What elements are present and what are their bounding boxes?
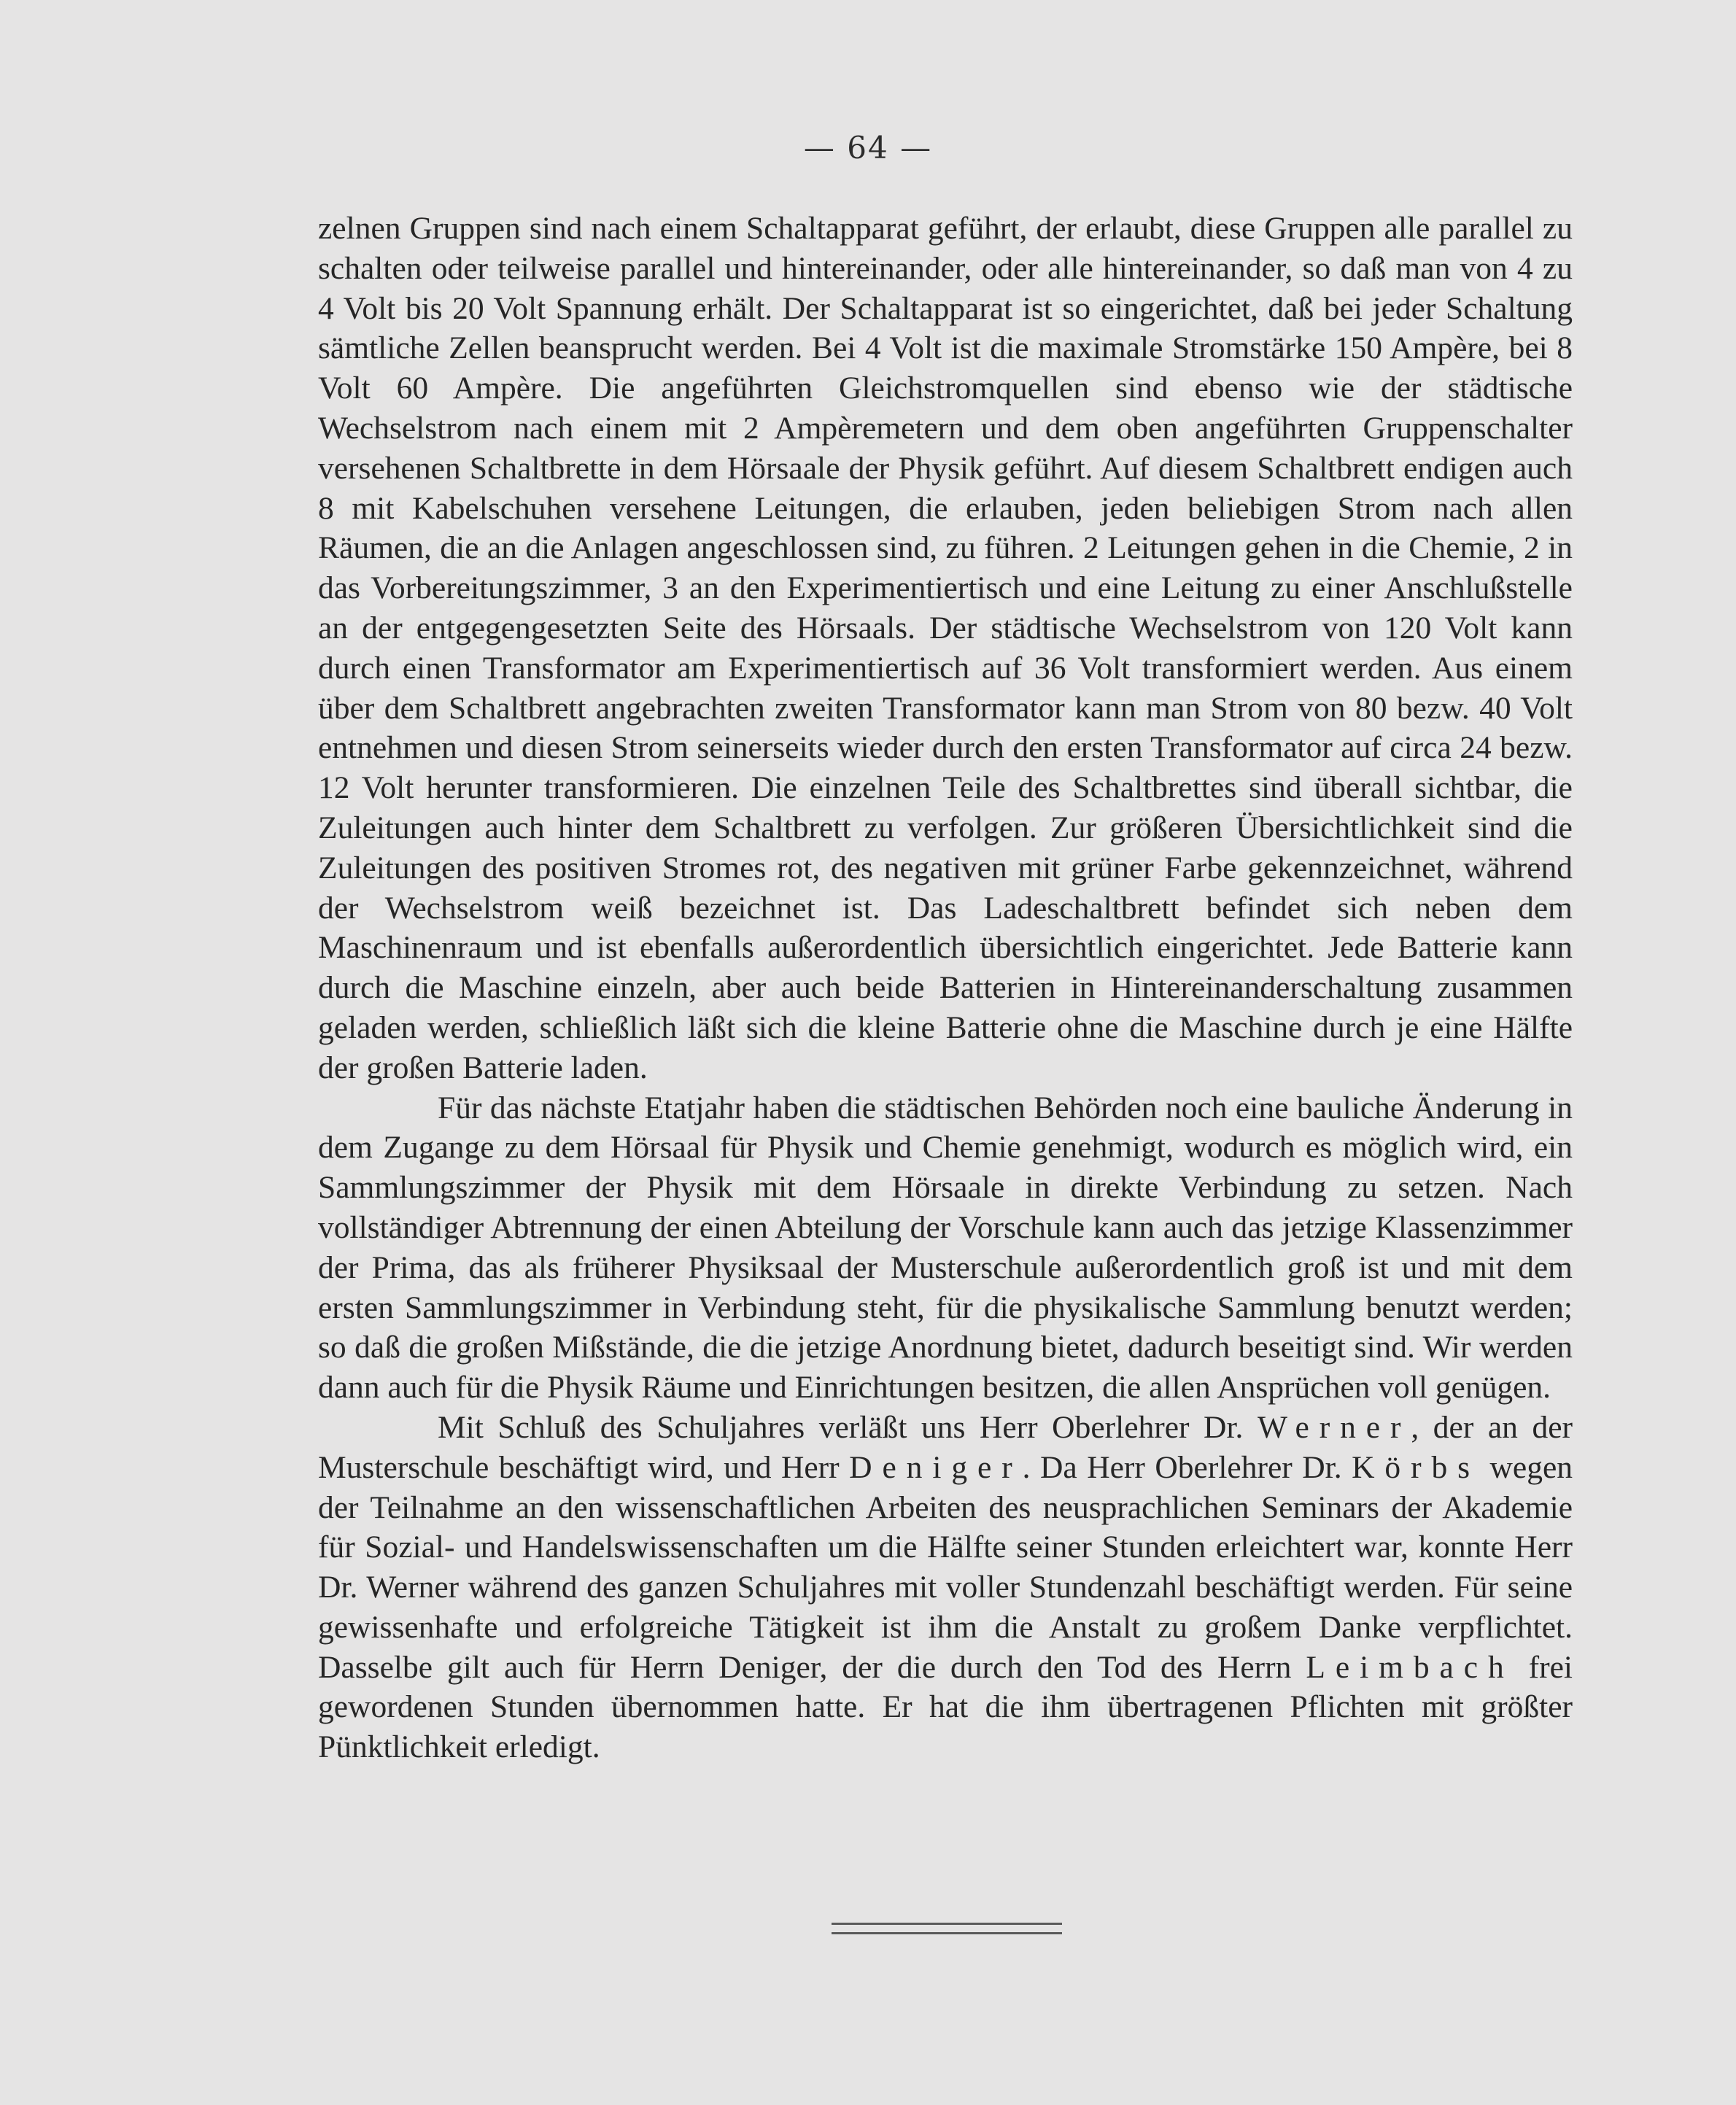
page-number: — 64 —	[803, 130, 933, 166]
text-segment: , der an der Musterschule beschäftigt wird, und Herr	[318, 1409, 1573, 1485]
text-segment: . Da Herr Oberlehrer Dr.	[1022, 1449, 1352, 1485]
name-koerbs: Körbs	[1352, 1449, 1481, 1485]
text-segment: wegen der Teilnahme an den wissenschaftlichen Arbeiten des neusprachlichen Seminars der Akademie für Sozial- und Handelswissenschaften um die Hälfte seiner Stunden erleichtert war, konnte Herr Dr. Werner während des ganzen Schuljahres mit voller Stundenzahl beschäftigt werden. Für seine gewissenhafte und erfolgreiche Tätigkeit ist ihm die Anstalt zu großem Danke verpflichtet. Dasselbe gilt auch für Herrn Deniger, der die durch den Tod des Herrn	[318, 1449, 1573, 1685]
name-werner: Werner	[1257, 1409, 1411, 1445]
paragraph-staff-changes	[318, 1408, 1573, 1767]
text-segment: Mit Schluß des Schuljahres verläßt uns Herr Oberlehrer Dr.	[438, 1409, 1258, 1445]
name-leimbach: Leimbach	[1306, 1649, 1514, 1685]
paragraph-building-changes: Für das nächste Etatjahr haben die städtischen Behörden noch eine bauliche Änderung in dem Zugange zu dem Hörsaal für Physik und Chemie genehmigt, wodurch es möglich wird, ein Sammlungszimmer der Physik mit dem Hörsaale in direkte Verbindung zu setzen. Nach vollständiger Abtrennung der einen Abteilung der Vorschule kann auch das jetzige Klassenzimmer der Prima, das als früherer Physiksaal der Musterschule außerordentlich groß ist und mit dem ersten Sammlungszimmer in Verbindung steht, für die physikalische Sammlung benutzt werden; so daß die großen Mißstände, die die jetzige Anordnung bietet, dadurch beseitigt sind. Wir werden dann auch für die Physik Räume und Einrichtungen besitzen, die allen Ansprüchen voll genügen.	[318, 1090, 1573, 1406]
paragraph-electrical-installation: zelnen Gruppen sind nach einem Schaltapparat geführt, der erlaubt, diese Gruppen alle parallel zu schalten oder teilweise parallel und hintereinander, oder alle hintereinander, so daß man von 4 zu 4 Volt bis 20 Volt Spannung erhält. Der Schaltapparat ist so eingerichtet, daß bei jeder Schaltung sämtliche Zellen beansprucht werden. Bei 4 Volt ist die maximale Stromstärke 150 Ampère, bei 8 Volt 60 Ampère. Die angeführten Gleichstromquellen sind ebenso wie der städtische Wechselstrom nach einem mit 2 Ampèremetern und dem oben angeführten Gruppenschalter versehenen Schaltbrette in dem Hörsaale der Physik geführt. Auf diesem Schaltbrett endigen auch 8 mit Kabelschuhen versehene Leitungen, die erlauben, jeden beliebigen Strom nach allen Räumen, die an die Anlagen angeschlossen sind, zu führen. 2 Leitungen gehen in die Chemie, 2 in das Vorbereitungszimmer, 3 an den Experimentiertisch und eine Leitung zu einer Anschlußstelle an der entgegengesetzten Seite des Hörsaals. Der städtische Wechselstrom von 120 Volt kann durch einen Transformator am Experimentiertisch auf 36 Volt transformiert werden. Aus einem über dem Schaltbrett angebrachten zweiten Transformator kann man Strom von 80 bezw. 40 Volt entnehmen und diesen Strom seinerseits wieder durch den ersten Transformator auf circa 24 bezw. 12 Volt herunter transformieren. Die einzelnen Teile des Schaltbrettes sind überall sichtbar, die Zuleitungen auch hinter dem Schaltbrett zu verfolgen. Zur größeren Übersichtlichkeit sind die Zuleitungen des positiven Stromes rot, des negativen mit grüner Farbe gekennzeichnet, während der Wechselstrom weiß bezeichnet ist. Das Ladeschaltbrett befindet sich neben dem Maschinenraum und ist ebenfalls außerordentlich übersichtlich eingerichtet. Jede Batterie kann durch die Maschine einzeln, aber auch beide Batterien in Hintereinanderschaltung zusammen geladen werden, schließlich läßt sich die kleine Batterie ohne die Maschine durch je eine Hälfte der großen Batterie laden.	[318, 211, 1573, 1085]
end-rule	[832, 1923, 1062, 1934]
name-deniger: Deniger	[849, 1449, 1023, 1485]
body-text	[318, 209, 1573, 1767]
text-segment: frei gewordenen Stunden übernommen hatte. Er hat die ihm übertragenen Pflichten mit größter Pünktlichkeit erledigt.	[318, 1649, 1573, 1765]
